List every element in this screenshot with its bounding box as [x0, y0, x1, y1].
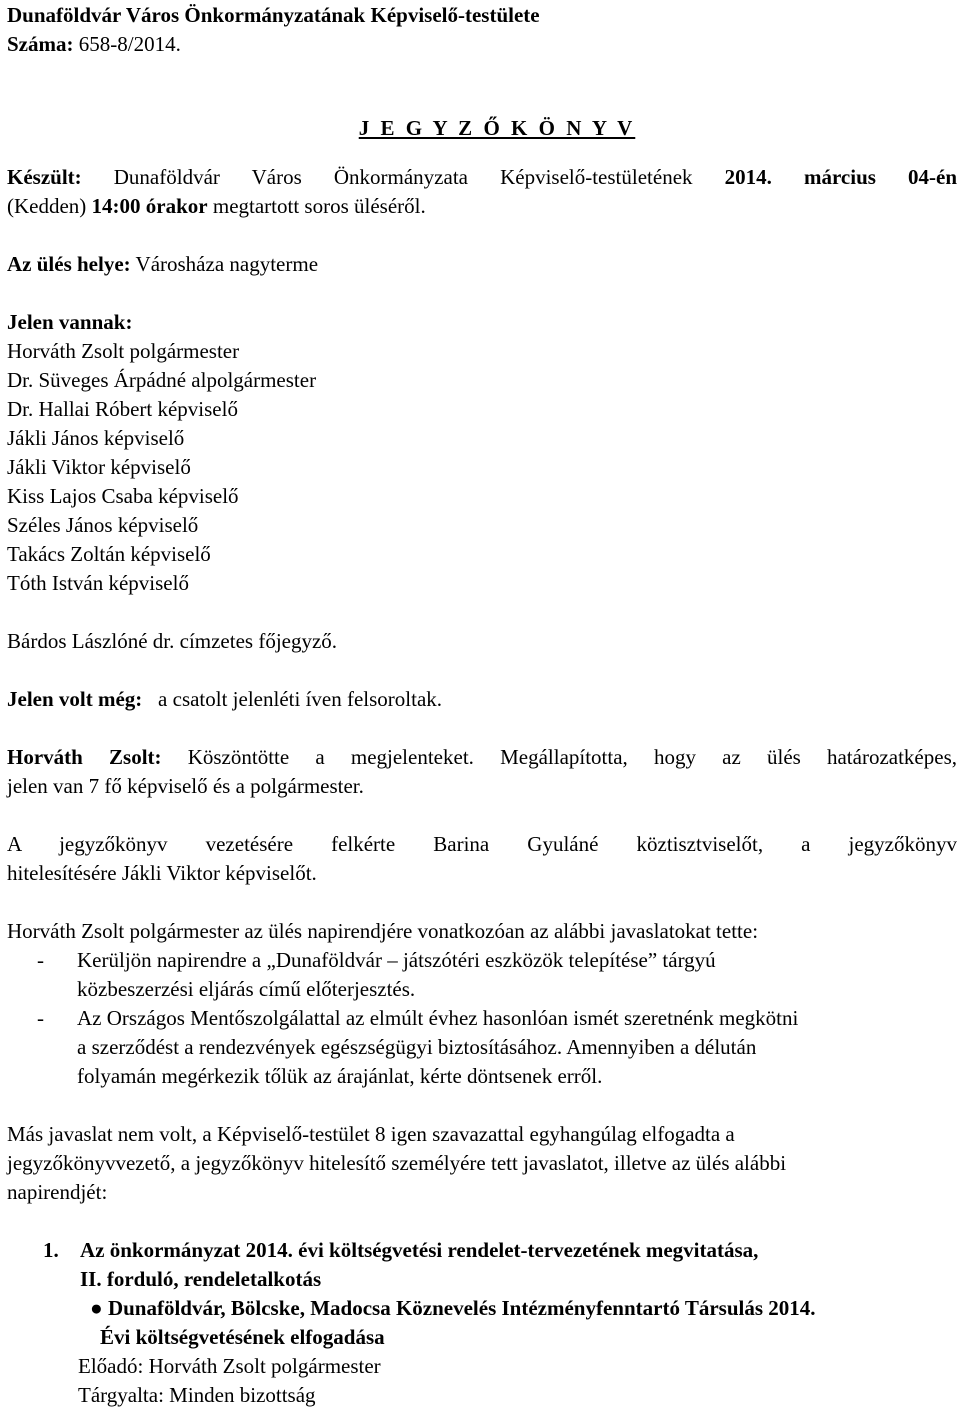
made-line-1	[7, 163, 957, 192]
made-line-2	[7, 192, 957, 221]
greeting-line-1	[7, 743, 957, 772]
notary: Bárdos Lászlóné dr. címzetes főjegyző.	[7, 629, 338, 653]
member: Jákli János képviselő	[7, 426, 185, 450]
proposals-intro: Horváth Zsolt polgármester az ülés napirendjére vonatkozóan az alábbi javaslatokat tette:	[7, 919, 759, 943]
agenda-title: Az önkormányzat 2014. évi költségvetési rendelet-tervezetének megvitatása,	[80, 1238, 759, 1262]
member: Dr. Süveges Árpádné alpolgármester	[7, 368, 317, 392]
member: Tóth István képviselő	[7, 571, 189, 595]
made-date: 2014. március 04-én	[724, 165, 958, 189]
proposal-line: közbeszerzési eljárás című előterjesztés.	[77, 977, 416, 1001]
made-text: Dunaföldvár Város Önkormányzata Képviselő-testületének	[113, 165, 693, 189]
minutes-keeper-line-1: A jegyzőkönyv vezetésére felkérte Barina Gyuláné köztisztviselőt, a jegyzőkönyv	[7, 832, 957, 856]
member: Takács Zoltán képviselő	[7, 542, 211, 566]
document-page	[7, 1, 957, 1410]
made-time: 14:00 órakor	[91, 194, 208, 218]
list-item	[7, 1004, 957, 1091]
proposal-line: folyamán megérkezik tőlük az árajánlat, kérte döntsenek erről.	[77, 1064, 603, 1088]
present-label: Jelen vannak:	[7, 310, 133, 334]
agenda-presenter: Előadó: Horváth Zsolt polgármester	[78, 1354, 381, 1378]
agenda-item	[7, 1236, 957, 1294]
venue-value: Városháza nagyterme	[135, 252, 319, 276]
member: Jákli Viktor képviselő	[7, 455, 191, 479]
list-item	[7, 946, 957, 1004]
also-present-label: Jelen volt még:	[7, 687, 143, 711]
agenda-subitem	[7, 1294, 957, 1323]
member: Horváth Zsolt polgármester	[7, 339, 240, 363]
vote-line-2: jegyzőkönyvvezető, a jegyzőkönyv hitelesítő személyére tett javaslatot, illetve az ülés alábbi	[7, 1151, 787, 1175]
made-type: megtartott soros üléséről.	[212, 194, 426, 218]
vote-line-1: Más javaslat nem volt, a Képviselő-testület 8 igen szavazattal egyhangúlag elfogadta a	[7, 1122, 735, 1146]
member: Dr. Hallai Róbert képviselő	[7, 397, 238, 421]
list-dash: -	[37, 1006, 44, 1030]
greeting-speaker: Horváth Zsolt:	[7, 745, 162, 769]
member: Széles János képviselő	[7, 513, 199, 537]
venue	[7, 250, 957, 279]
number-value: 658-8/2014.	[78, 32, 181, 56]
list-dash: -	[37, 948, 44, 972]
made-day: (Kedden)	[7, 194, 87, 218]
document-title: J E G Y Z Ő K Ö N Y V	[358, 116, 636, 140]
member: Kiss Lajos Csaba képviselő	[7, 484, 239, 508]
minutes-keeper-line-2: hitelesítésére Jákli Viktor képviselőt.	[7, 861, 317, 885]
agenda-title: II. forduló, rendeletalkotás	[80, 1267, 322, 1291]
proposal-line: Az Országos Mentőszolgálattal az elmúlt évhez hasonlóan ismét szeretnénk megkötni	[77, 1006, 799, 1030]
agenda-subitem-text: Dunaföldvár, Bölcske, Madocsa Köznevelés Intézményfenntartó Társulás 2014.	[107, 1296, 816, 1320]
document-number	[7, 30, 957, 59]
venue-label: Az ülés helye:	[7, 252, 131, 276]
proposal-line: a szerződést a rendezvények egészségügyi biztosításához. Amennyiben a délután	[77, 1035, 757, 1059]
greeting-text: Köszöntötte a megjelenteket. Megállapította, hogy az ülés határozatképes,	[187, 745, 958, 769]
also-present	[7, 685, 957, 714]
proposal-line: Kerüljön napirendre a „Dunaföldvár – játszótéri eszközök telepítése” tárgyú	[77, 948, 716, 972]
council-name: Dunaföldvár Város Önkormányzatának Képviselő-testülete	[7, 3, 540, 27]
bullet-icon: ●	[90, 1296, 103, 1320]
agenda-discussed: Tárgyalta: Minden bizottság	[78, 1383, 316, 1407]
agenda-subitem-line-2: Évi költségvetésének elfogadása	[100, 1325, 385, 1349]
number-label: Száma:	[7, 32, 74, 56]
greeting-line-2: jelen van 7 fő képviselő és a polgármester.	[7, 774, 364, 798]
also-present-value: a csatolt jelenléti íven felsoroltak.	[158, 687, 443, 711]
agenda-number: 1.	[43, 1238, 59, 1262]
made-label: Készült:	[7, 165, 82, 189]
vote-line-3: napirendjét:	[7, 1180, 108, 1204]
